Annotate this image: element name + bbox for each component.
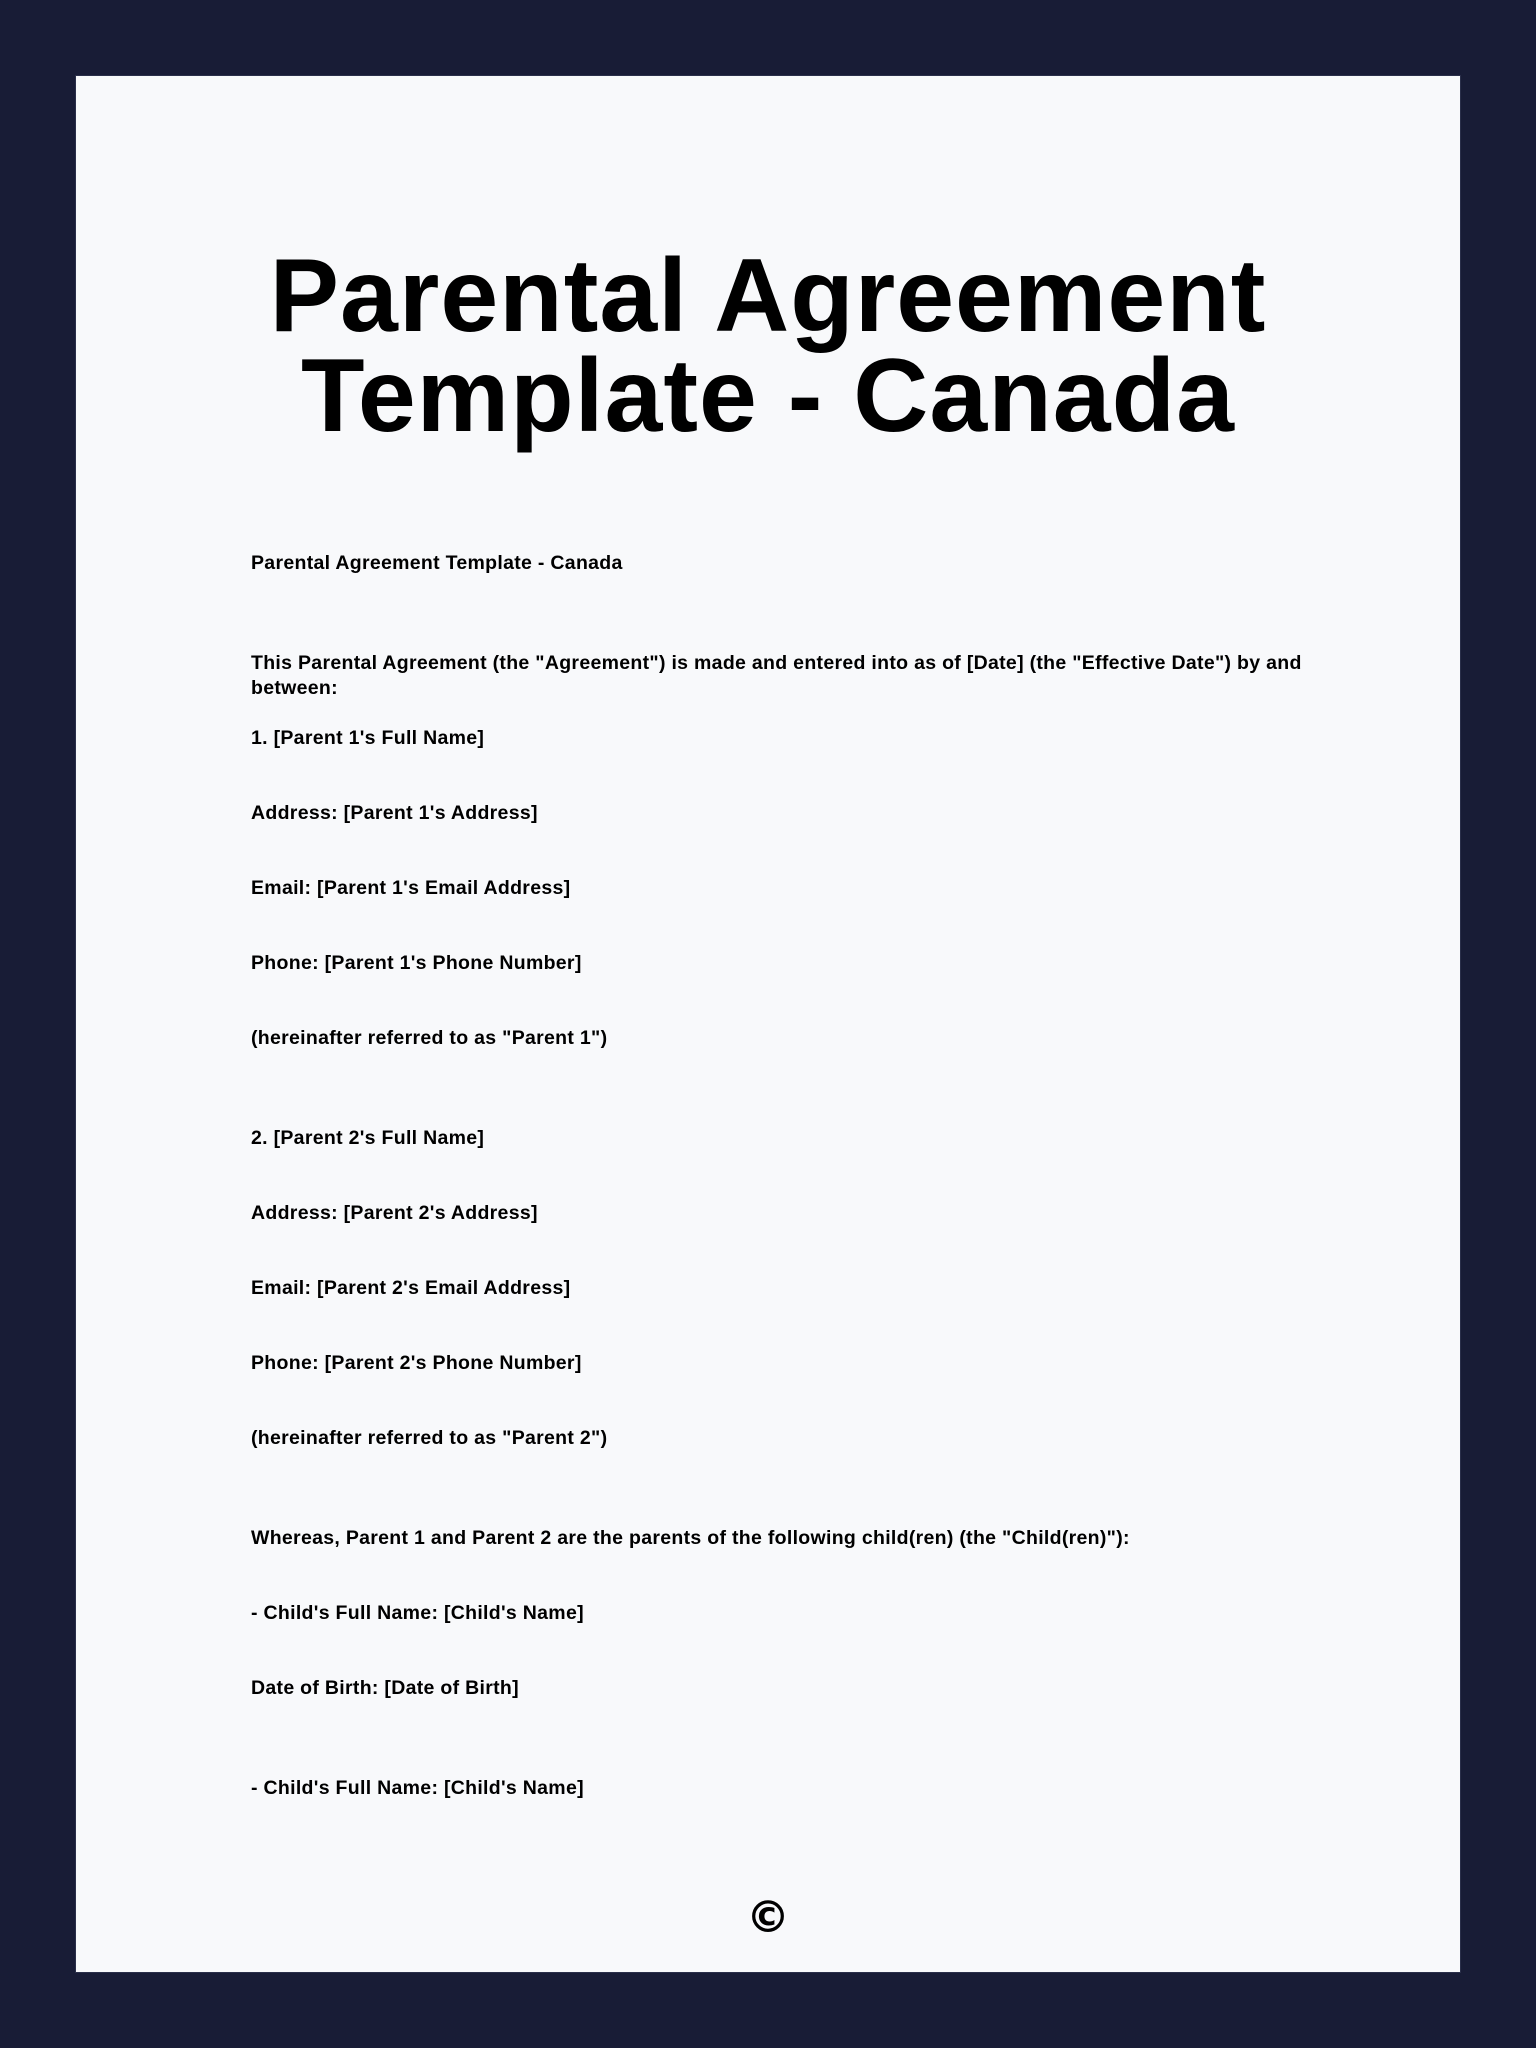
child1-dob: Date of Birth: [Date of Birth] [251, 1677, 519, 1699]
parent1-phone: Phone: [Parent 1's Phone Number] [251, 952, 582, 974]
parent1-email: Email: [Parent 1's Email Address] [251, 877, 571, 899]
parent1-name: 1. [Parent 1's Full Name] [251, 727, 485, 749]
parent1-referred: (hereinafter referred to as "Parent 1") [251, 1027, 608, 1049]
child2-name: - Child's Full Name: [Child's Name] [251, 1777, 584, 1799]
copyright-icon: © [746, 1892, 790, 1943]
title-line-2: Template - Canada [301, 338, 1235, 454]
document-page [75, 75, 1461, 1973]
document-title [76, 238, 1460, 454]
intro-paragraph: This Parental Agreement (the "Agreement") is made and entered into as of [Date] (the "Effective Date") by and between: [251, 652, 1302, 699]
parent2-phone: Phone: [Parent 2's Phone Number] [251, 1352, 582, 1374]
parent2-address: Address: [Parent 2's Address] [251, 1202, 538, 1224]
parent1-address: Address: [Parent 1's Address] [251, 802, 538, 824]
parent2-name: 2. [Parent 2's Full Name] [251, 1127, 485, 1149]
title-line-1: Parental Agreement [269, 238, 1267, 354]
child1-name: - Child's Full Name: [Child's Name] [251, 1602, 584, 1624]
parent2-email: Email: [Parent 2's Email Address] [251, 1277, 571, 1299]
parent2-referred: (hereinafter referred to as "Parent 2") [251, 1427, 608, 1449]
whereas-paragraph: Whereas, Parent 1 and Parent 2 are the parents of the following child(ren) (the "Child(ren)"): [251, 1527, 1130, 1549]
document-heading: Parental Agreement Template - Canada [251, 552, 623, 574]
